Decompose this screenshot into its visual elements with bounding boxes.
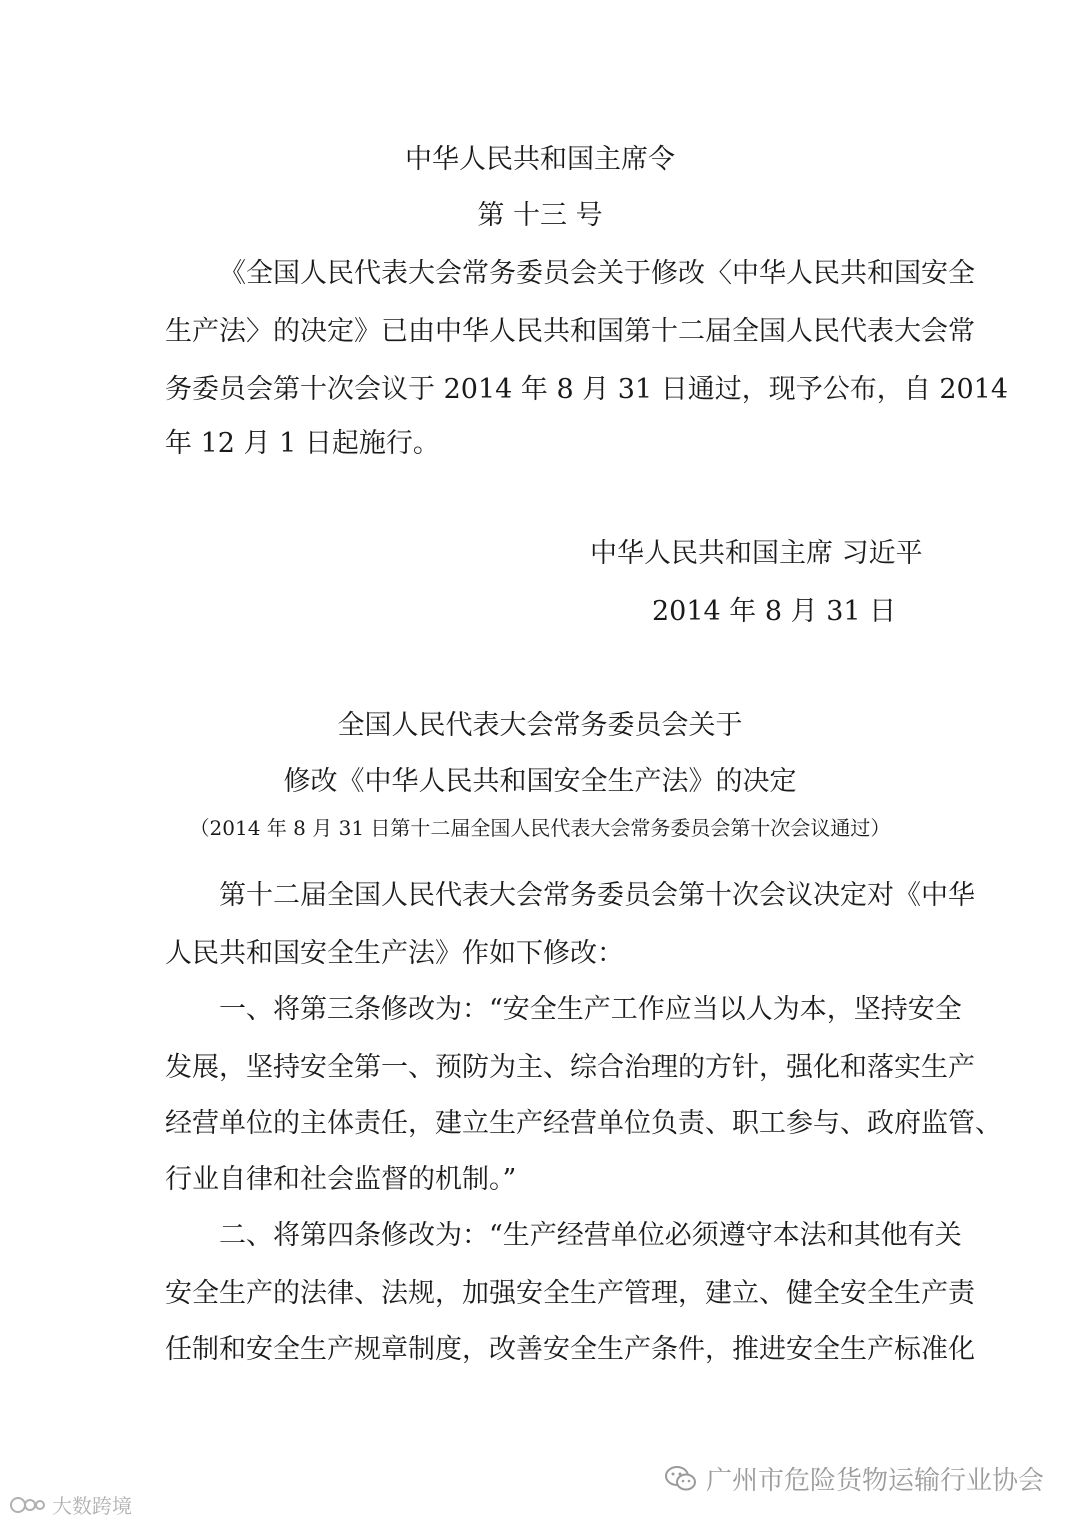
item1-line: 经营单位的主体责任，建立生产经营单位负责、职工参与、政府监管、 <box>165 1108 1002 1139</box>
watermark-left-text: 大数跨境 <box>52 1494 132 1518</box>
order-date: 2014 年 8 月 31 日 <box>652 596 897 627</box>
decision-intro-line: 第十二届全国人民代表大会常务委员会第十次会议决定对《中华 <box>219 880 975 911</box>
item2-line: 安全生产的法律、法规，加强安全生产管理，建立、健全安全生产责 <box>165 1278 975 1309</box>
item2-line: 二、将第四条修改为：“生产经营单位必须遵守本法和其他有关 <box>219 1220 962 1251</box>
item1-line: 发展，坚持安全第一、预防为主、综合治理的方针，强化和落实生产 <box>165 1052 975 1083</box>
order-body-line: 《全国人民代表大会常务委员会关于修改〈中华人民共和国安全 <box>219 258 975 289</box>
order-body-line: 年 12 月 1 日起施行。 <box>165 428 440 459</box>
order-title: 中华人民共和国主席令 <box>405 144 675 175</box>
watermark-right <box>664 1460 1044 1497</box>
item1-line: 一、将第三条修改为：“安全生产工作应当以人为本，坚持安全 <box>219 994 962 1025</box>
decision-intro-line: 人民共和国安全生产法》作如下修改： <box>165 938 624 969</box>
order-body-line: 务委员会第十次会议于 2014 年 8 月 31 日通过，现予公布，自 2014 <box>165 374 1009 405</box>
watermark-left <box>8 1490 132 1519</box>
order-signature: 中华人民共和国主席 习近平 <box>590 538 923 569</box>
logo-icon <box>8 1493 48 1517</box>
item1-line: 行业自律和社会监督的机制。” <box>165 1164 517 1195</box>
order-number: 第 十三 号 <box>477 200 603 231</box>
decision-title-line1: 全国人民代表大会常务委员会关于 <box>337 710 743 741</box>
decision-note: （2014 年 8 月 31 日第十二届全国人民代表大会常务委员会第十次会议通过） <box>189 816 891 840</box>
item2-line: 任制和安全生产规章制度，改善安全生产条件，推进安全生产标准化 <box>165 1334 975 1365</box>
decision-title-line2: 修改《中华人民共和国安全生产法》的决定 <box>283 766 797 797</box>
order-body-line: 生产法〉的决定》已由中华人民共和国第十二届全国人民代表大会常 <box>165 316 975 347</box>
wechat-icon <box>664 1465 698 1493</box>
watermark-right-text: 广州市危险货物运输行业协会 <box>705 1466 1044 1496</box>
